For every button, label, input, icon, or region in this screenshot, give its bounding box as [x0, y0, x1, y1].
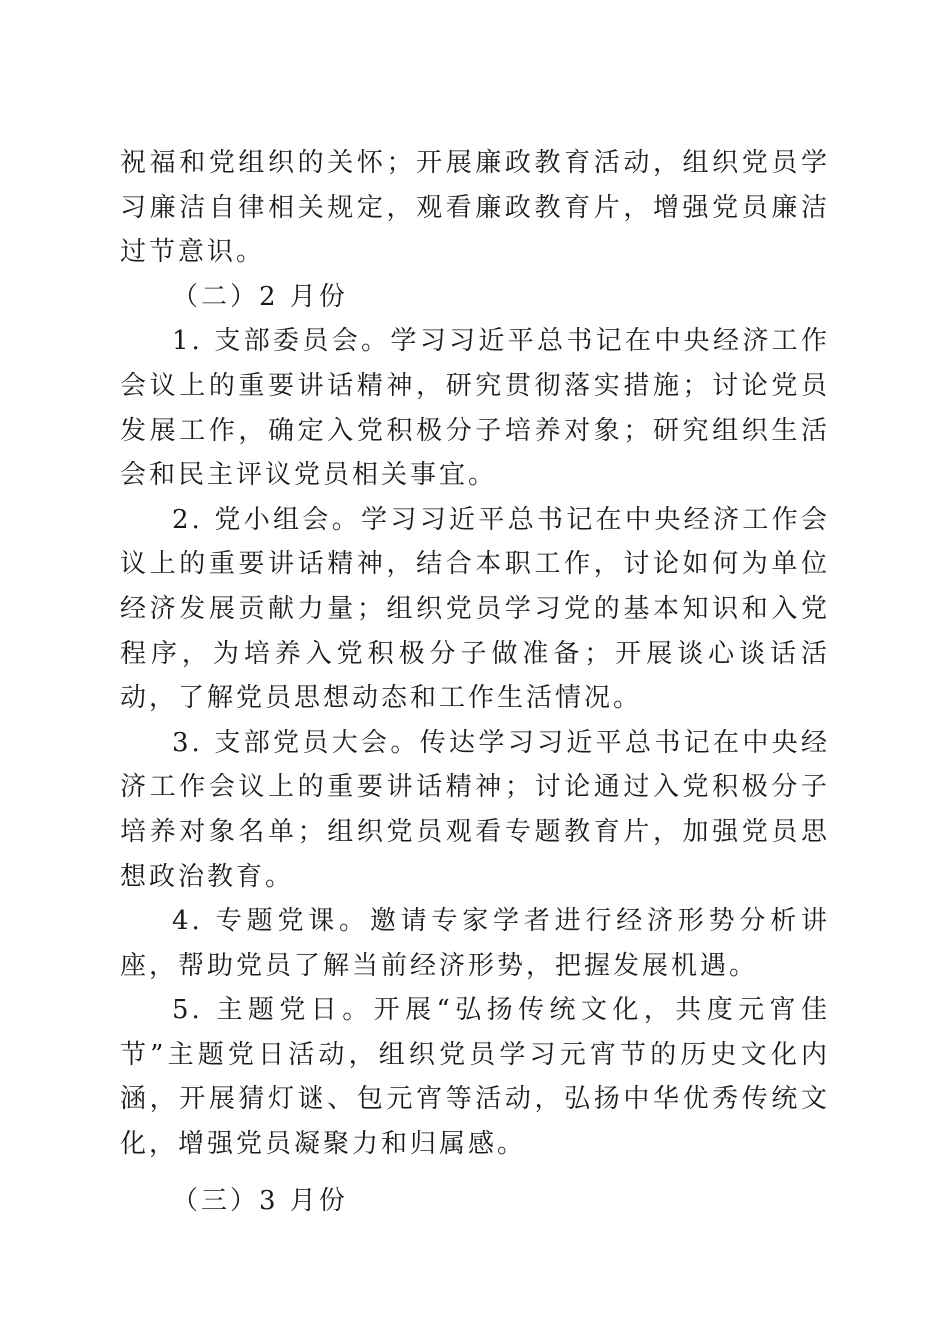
- paragraph-continuation: 祝福和党组织的关怀；开展廉政教育活动，组织党员学习廉洁自律相关规定，观看廉政教育片，增强党员廉洁过节意识。: [120, 148, 830, 268]
- paragraph-item-4: 4. 专题党课。邀请专家学者进行经济形势分析讲座，帮助党员了解当前经济形势，把握发展机遇。: [120, 906, 830, 981]
- paragraph-item-5: 5. 主题党日。开展“弘扬传统文化，共度元宵佳节”主题党日活动，组织党员学习元宵节的历史文化内涵，开展猜灯谜、包元宵等活动，弘扬中华优秀传统文化，增强党员凝聚力和归属感。: [120, 995, 830, 1160]
- section-heading-february: （二）2 月份: [172, 281, 348, 312]
- paragraph-item-3: 3. 支部党员大会。传达学习习近平总书记在中央经济工作会议上的重要讲话精神；讨论通过入党积极分子培养对象名单；组织党员观看专题教育片，加强党员思想政治教育。: [120, 727, 830, 892]
- paragraph-item-2: 2. 党小组会。学习习近平总书记在中央经济工作会议上的重要讲话精神，结合本职工作，讨论如何为单位经济发展贡献力量；组织党员学习党的基本知识和入党程序，为培养入党积极分子做准备；开展谈心谈话活动，了解党员思想动态和工作生活情况。: [120, 504, 830, 714]
- paragraph-item-1: 1. 支部委员会。学习习近平总书记在中央经济工作会议上的重要讲话精神，研究贯彻落实措施；讨论党员发展工作，确定入党积极分子培养对象；研究组织生活会和民主评议党员相关事宜。: [120, 326, 830, 491]
- document-body: [120, 141, 830, 1223]
- section-heading-march: （三）3 月份: [172, 1185, 348, 1216]
